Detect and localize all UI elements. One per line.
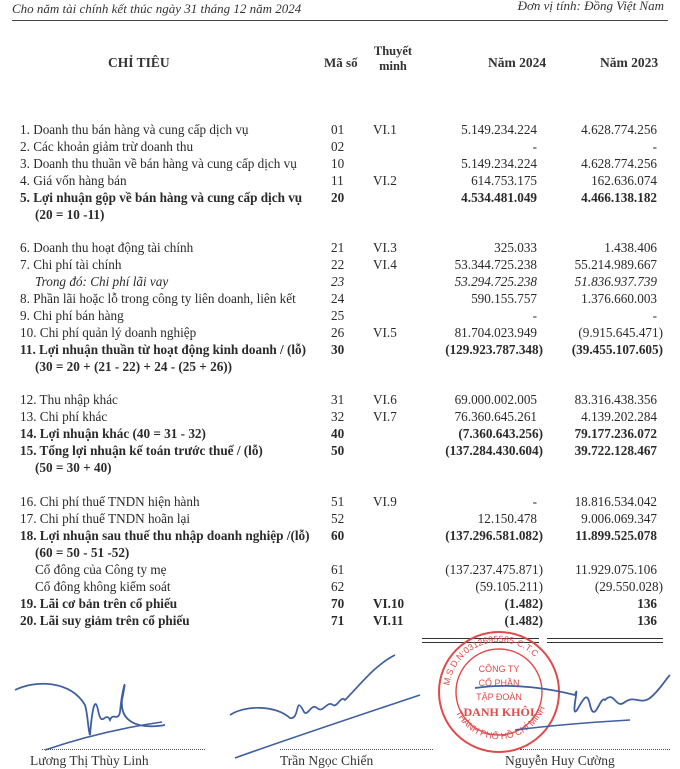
row-value-2024: 81.704.023.949 [454,325,537,340]
signature-line-1 [42,749,205,750]
table-row [0,493,680,510]
row-label: 5. Lợi nhuận gộp về bán hàng và cung cấp dịch vụ [20,190,303,205]
row-value-2023: 162.636.074 [591,173,657,188]
row-code: 10 [331,156,345,171]
row-code: 01 [331,122,345,137]
row-value-2023: 1.438.406 [604,240,657,255]
row-code: 23 [331,274,345,289]
signature-2-icon [225,650,425,760]
row-value-2023: 79.177.236.072 [574,426,657,441]
row-code: 61 [331,562,345,577]
row-value-2024: 53.294.725.238 [454,274,537,289]
row-label: 14. Lợi nhuận khác (40 = 31 - 32) [20,426,206,441]
signature-area [0,633,680,768]
row-note: VI.2 [373,173,397,188]
row-code: 60 [331,528,345,543]
row-value-2023: 4.139.202.284 [581,409,657,424]
row-value-2024: (137.237.475.871) [445,562,543,577]
row-value-2024: (129.923.787.348) [445,342,543,357]
row-label: 6. Doanh thu hoạt động tài chính [20,240,194,255]
row-label: 19. Lãi cơ bản trên cổ phiếu [20,596,178,611]
row-label: 11. Lợi nhuận thuần từ hoạt động kinh doanh / (lỗ) [20,342,307,357]
row-value-2023: 11.899.525.078 [575,528,657,543]
row-formula: (50 = 30 + 40) [35,460,112,475]
header-note-line2: minh [379,59,407,73]
table-row [0,442,680,459]
row-value-2023: 136 [637,596,657,611]
stamp-line4: DANH KHÔI [463,705,535,719]
row-value-2024: 76.360.645.261 [454,409,537,424]
row-label: 8. Phần lãi hoặc lỗ trong công ty liên doanh, liên kết [20,291,296,306]
table-row [0,273,680,290]
row-note: VI.7 [373,409,397,424]
signatory-2-name: Trần Ngọc Chiến [280,753,374,768]
row-value-2024: 69.000.002.005 [454,392,537,407]
row-value-2024: 53.344.725.238 [454,257,537,272]
row-note: VI.9 [373,494,397,509]
stamp-ring-bottom: THÀNH PHỐ HỒ CHÍ MINH [453,704,547,742]
row-formula: (30 = 20 + (21 - 22) + 24 - (25 + 26)) [35,359,233,374]
row-label: 9. Chi phí bán hàng [20,308,124,323]
row-value-2024: (7.360.643.256) [458,426,543,441]
row-label: 15. Tổng lợi nhuận kế toán trước thuế / (lỗ) [20,443,263,458]
row-label: 18. Lợi nhuận sau thuế thu nhập doanh nghiệp /(lỗ) [20,528,310,543]
row-value-2024: 614.753.175 [471,173,537,188]
header-note [368,44,418,74]
table-row [0,138,680,155]
row-code: 22 [331,257,345,272]
row-value-2023: 9.006.069.347 [581,511,657,526]
row-note: VI.4 [373,257,397,272]
row-code: 11 [331,173,344,188]
row-note: VI.10 [373,596,405,611]
row-value-2023: (39.455.107.605) [571,342,663,357]
row-code: 62 [331,579,345,594]
row-value-2023: 51.836.937.739 [574,274,657,289]
signatory-1-name: Lương Thị Thùy Linh [30,753,149,768]
row-note: VI.6 [373,392,397,407]
row-label: 13. Chi phí khác [20,409,108,424]
table-row [0,290,680,307]
table-row [0,189,680,206]
row-value-2024: - [532,139,537,154]
row-label: 7. Chi phí tài chính [20,257,122,272]
double-underline-2023 [547,638,663,643]
stamp-line3: TẬP ĐOÀN [476,692,522,702]
row-value-2024: 5.149.234.224 [461,156,537,171]
report-header-line [12,0,668,20]
table-row-continuation [0,358,680,375]
row-value-2023: 18.816.534.042 [574,494,657,509]
row-label: 1. Doanh thu bán hàng và cung cấp dịch vụ [20,122,249,137]
row-value-2023: (29.550.028) [594,579,663,594]
signatory-3-name: Nguyễn Huy Cường [505,753,615,768]
unit-text: Đơn vị tính: Đồng Việt Nam [517,0,664,13]
period-text: Cho năm tài chính kết thúc ngày 31 tháng 12 năm 2024 [12,1,302,16]
table-row [0,595,680,612]
header-item: CHỈ TIÊU [108,55,170,70]
row-value-2023: 11.929.075.106 [575,562,657,577]
header-year-2023: Năm 2023 [600,55,659,70]
table-row [0,239,680,256]
table-row [0,408,680,425]
row-value-2023: (9.915.645.471) [578,325,663,340]
table-row [0,612,680,629]
row-label: 10. Chi phí quản lý doanh nghiệp [20,325,197,340]
row-code: 32 [331,409,345,424]
signature-3-icon [455,650,675,750]
row-code: 25 [331,308,345,323]
row-label: 3. Doanh thu thuần về bán hàng và cung cấp dịch vụ [20,156,297,171]
table-row-continuation [0,459,680,476]
row-value-2024: 5.149.234.224 [461,122,537,137]
table-row [0,324,680,341]
row-note: VI.5 [373,325,397,340]
row-value-2024: (137.284.430.604) [445,443,543,458]
table-row [0,307,680,324]
row-value-2023: 4.628.774.256 [581,122,657,137]
header-rule [12,20,668,21]
table-row [0,425,680,442]
row-code: 20 [331,190,345,205]
row-value-2024: - [532,308,537,323]
row-code: 70 [331,596,345,611]
stamp-line1: CÔNG TY [478,664,520,674]
row-code: 26 [331,325,345,340]
signature-line-3 [520,749,670,750]
row-value-2023: - [652,139,657,154]
row-value-2024: 4.534.481.049 [461,190,537,205]
row-value-2023: 83.316.438.356 [574,392,657,407]
signature-1-icon [10,650,180,750]
table-row [0,341,680,358]
table-row [0,391,680,408]
row-label: 4. Giá vốn hàng bán [20,173,127,188]
row-label: Trong đó: Chi phí lãi vay [35,274,169,289]
header-note-line1: Thuyết [373,44,413,58]
row-formula: (60 = 50 - 51 -52) [35,545,130,560]
table-row [0,527,680,544]
table-row [0,256,680,273]
row-label: 17. Chi phí thuế TNDN hoãn lại [20,511,191,526]
table-row [0,578,680,595]
row-label: 12. Thu nhập khác [20,392,118,407]
row-note: VI.3 [373,240,397,255]
row-value-2023: 55.214.989.667 [574,257,657,272]
row-value-2023: 39.722.128.467 [574,443,657,458]
row-code: 71 [331,613,345,628]
row-value-2023: 1.376.660.003 [581,291,657,306]
row-code: 02 [331,139,345,154]
row-value-2023: - [652,308,657,323]
row-value-2024: (1.482) [504,596,543,611]
row-label: Cổ đông của Công ty mẹ [35,562,167,577]
stamp-ring-top: M.S.D.N:0312695565-C.T.C [441,633,541,687]
row-code: 30 [331,342,345,357]
table-row [0,172,680,189]
row-value-2024: - [532,494,537,509]
header-code: Mã số [324,55,358,70]
table-row-continuation [0,206,680,223]
row-value-2024: 12.150.478 [477,511,537,526]
row-code: 50 [331,443,345,458]
row-value-2023: 4.628.774.256 [581,156,657,171]
table-row [0,155,680,172]
row-code: 52 [331,511,345,526]
row-formula: (20 = 10 -11) [35,207,105,222]
table-row-continuation [0,544,680,561]
row-label: Cổ đông không kiểm soát [35,579,171,594]
row-code: 21 [331,240,345,255]
table-row [0,561,680,578]
row-value-2024: 590.155.757 [471,291,537,306]
table-row [0,510,680,527]
row-value-2024: (59.105.211) [475,579,543,594]
header-year-2024: Năm 2024 [488,55,547,70]
row-code: 40 [331,426,345,441]
row-note: VI.1 [373,122,397,137]
table-row [0,121,680,138]
row-value-2024: 325.033 [494,240,537,255]
row-code: 51 [331,494,345,509]
row-value-2024: (137.296.581.082) [445,528,543,543]
stamp-line2: CỔ PHẦN [478,678,520,688]
row-code: 31 [331,392,345,407]
signature-line-2 [280,749,433,750]
row-value-2023: 136 [637,613,657,628]
row-value-2023: 4.466.138.182 [581,190,657,205]
row-code: 24 [331,291,345,306]
row-label: 16. Chi phí thuế TNDN hiện hành [20,494,200,509]
row-value-2024: (1.482) [504,613,543,628]
row-label: 2. Các khoản giảm trừ doanh thu [20,139,194,154]
row-label: 20. Lãi suy giảm trên cổ phiếu [20,613,190,628]
row-note: VI.11 [373,613,404,628]
